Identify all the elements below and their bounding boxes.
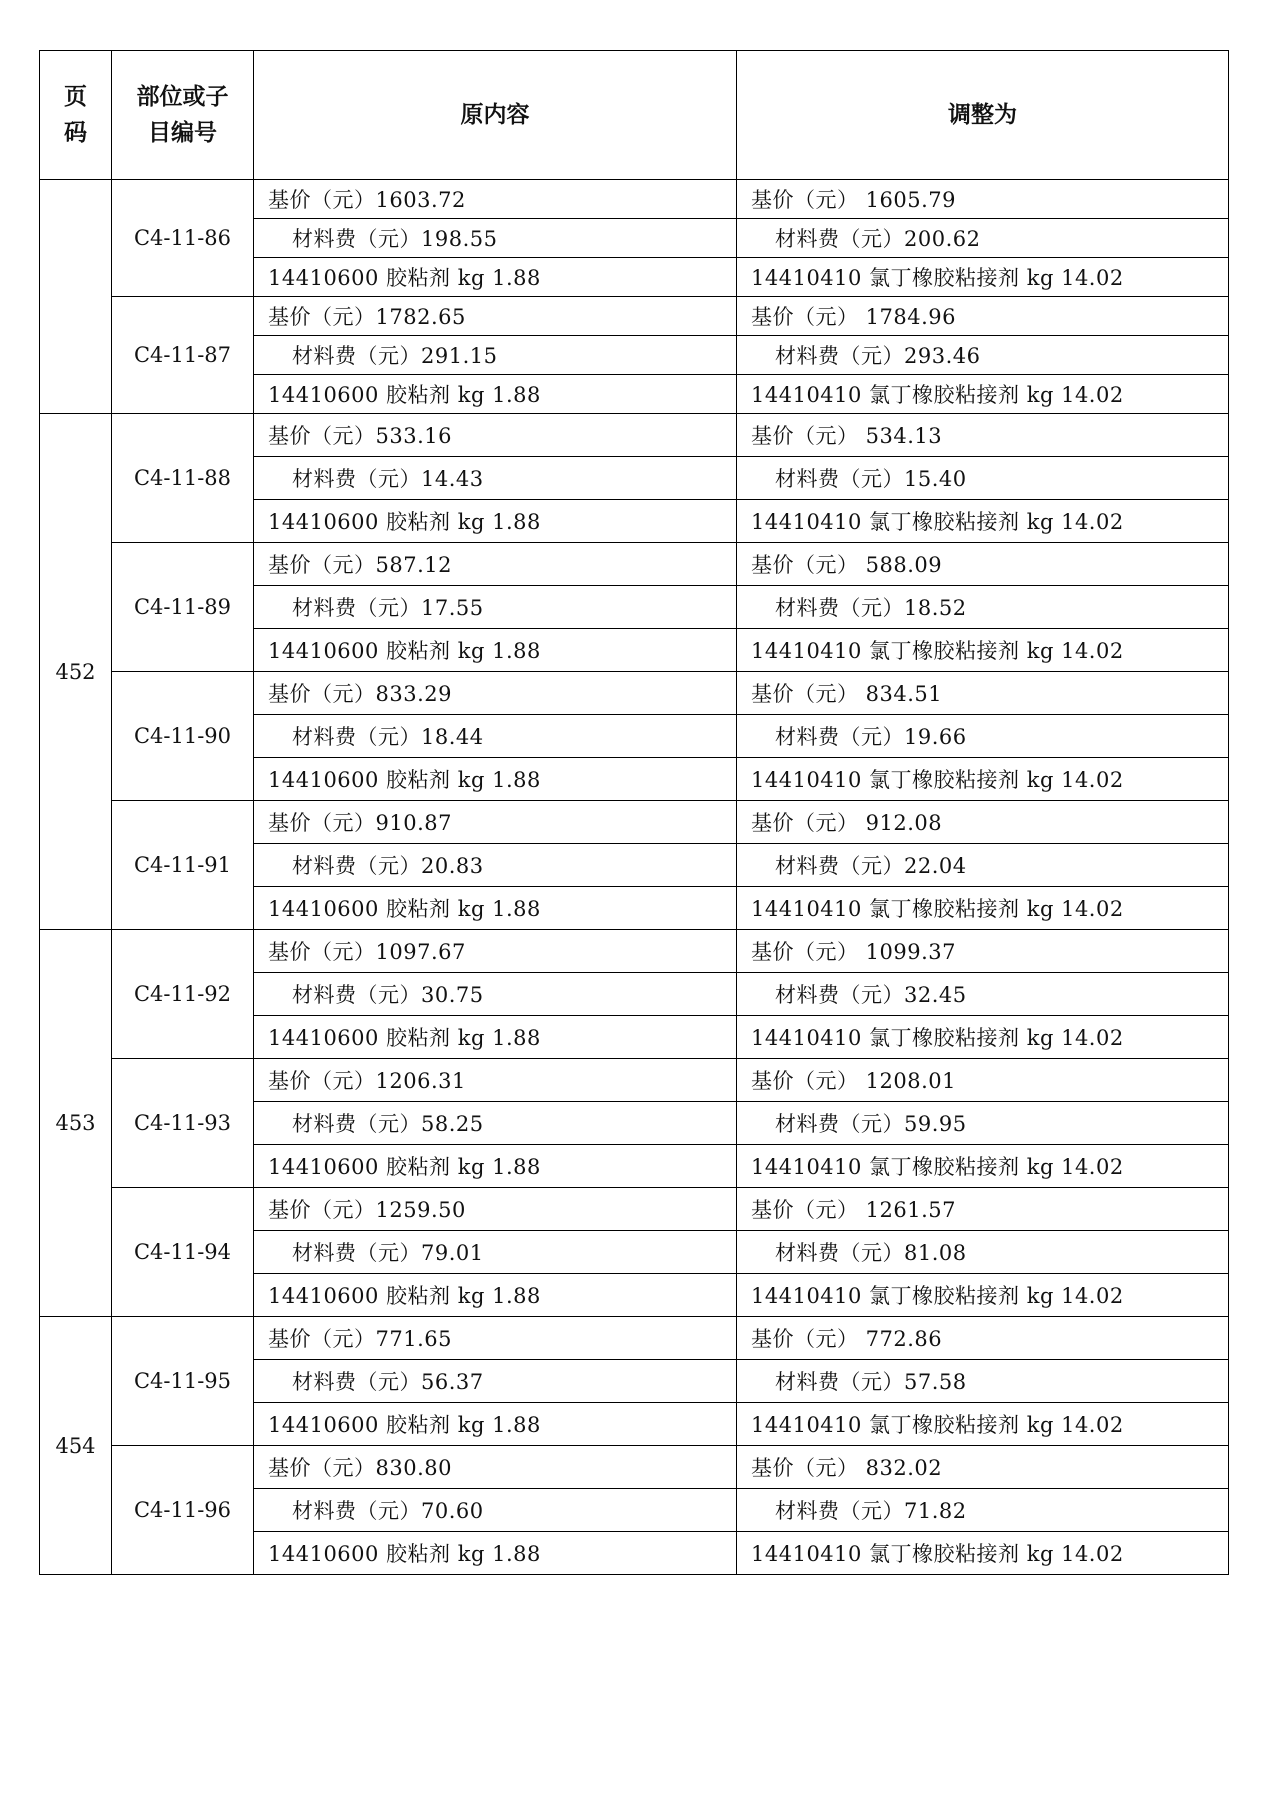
- table-body: [40, 180, 1229, 1575]
- adjusted-text: 材料费（元）293.46: [775, 344, 981, 368]
- adjusted-text: 14410410 氯丁橡胶粘接剂 kg 14.02: [751, 1026, 1124, 1050]
- original-text: 材料费（元）58.25: [292, 1112, 484, 1136]
- adjusted-material-cost: [737, 844, 1229, 887]
- adjusted-material-cost: [737, 1360, 1229, 1403]
- adjusted-base-price: [737, 180, 1229, 219]
- adjusted-base-price: [737, 1317, 1229, 1360]
- page-number-cell: 453: [40, 930, 112, 1317]
- adjusted-text: 材料费（元）19.66: [775, 725, 967, 749]
- original-text: 材料费（元）198.55: [292, 227, 498, 251]
- adjusted-text: 14410410 氯丁橡胶粘接剂 kg 14.02: [751, 1284, 1124, 1308]
- adjusted-text: 基价（元） 1605.79: [751, 188, 957, 212]
- adjusted-text: 材料费（元）32.45: [775, 983, 967, 1007]
- original-material-cost: [254, 973, 737, 1016]
- item-code-cell: C4-11-89: [112, 543, 254, 672]
- page-number-cell: [40, 180, 112, 414]
- original-material-line: [254, 375, 737, 414]
- item-code-cell: C4-11-93: [112, 1059, 254, 1188]
- original-text: 14410600 胶粘剂 kg 1.88: [268, 768, 541, 792]
- adjusted-text: 14410410 氯丁橡胶粘接剂 kg 14.02: [751, 1413, 1124, 1437]
- adjusted-text: 基价（元） 832.02: [751, 1456, 943, 1480]
- original-text: 14410600 胶粘剂 kg 1.88: [268, 1155, 541, 1179]
- adjusted-base-price: [737, 297, 1229, 336]
- original-text: 14410600 胶粘剂 kg 1.88: [268, 1284, 541, 1308]
- adjusted-text: 基价（元） 1261.57: [751, 1198, 957, 1222]
- original-material-cost: [254, 1102, 737, 1145]
- adjusted-text: 14410410 氯丁橡胶粘接剂 kg 14.02: [751, 510, 1124, 534]
- item-code-cell: C4-11-94: [112, 1188, 254, 1317]
- adjusted-material-line: [737, 1403, 1229, 1446]
- original-text: 14410600 胶粘剂 kg 1.88: [268, 383, 541, 407]
- original-text: 14410600 胶粘剂 kg 1.88: [268, 1542, 541, 1566]
- item-code-cell: C4-11-90: [112, 672, 254, 801]
- adjusted-material-cost: [737, 586, 1229, 629]
- adjusted-text: 基价（元） 1208.01: [751, 1069, 957, 1093]
- original-material-cost: [254, 1231, 737, 1274]
- original-text: 材料费（元）20.83: [292, 854, 484, 878]
- adjusted-text: 14410410 氯丁橡胶粘接剂 kg 14.02: [751, 1542, 1124, 1566]
- adjusted-material-cost: [737, 1489, 1229, 1532]
- original-text: 基价（元）1259.50: [268, 1198, 466, 1222]
- original-material-line: [254, 1274, 737, 1317]
- table-row: [40, 1317, 1229, 1360]
- original-text: 材料费（元）56.37: [292, 1370, 484, 1394]
- adjusted-text: 14410410 氯丁橡胶粘接剂 kg 14.02: [751, 266, 1124, 290]
- original-base-price: [254, 1059, 737, 1102]
- adjusted-text: 基价（元） 834.51: [751, 682, 943, 706]
- original-material-line: [254, 258, 737, 297]
- original-material-cost: [254, 219, 737, 258]
- adjusted-text: 材料费（元）59.95: [775, 1112, 967, 1136]
- original-text: 基价（元）771.65: [268, 1327, 452, 1351]
- original-text: 材料费（元）17.55: [292, 596, 484, 620]
- original-base-price: [254, 672, 737, 715]
- original-text: 14410600 胶粘剂 kg 1.88: [268, 897, 541, 921]
- original-material-cost: [254, 844, 737, 887]
- adjusted-material-line: [737, 1016, 1229, 1059]
- adjusted-base-price: [737, 414, 1229, 457]
- original-material-cost: [254, 715, 737, 758]
- page-number-cell: 454: [40, 1317, 112, 1575]
- item-code-cell: C4-11-92: [112, 930, 254, 1059]
- original-text: 基价（元）1603.72: [268, 188, 466, 212]
- item-code-cell: C4-11-86: [112, 180, 254, 297]
- adjusted-material-line: [737, 887, 1229, 930]
- table-row: [40, 414, 1229, 457]
- adjusted-material-cost: [737, 715, 1229, 758]
- original-text: 基价（元）587.12: [268, 553, 452, 577]
- original-text: 材料费（元）14.43: [292, 467, 484, 491]
- original-material-line: [254, 887, 737, 930]
- original-text: 基价（元）533.16: [268, 424, 452, 448]
- adjusted-material-cost: [737, 457, 1229, 500]
- page-number-cell: 452: [40, 414, 112, 930]
- adjusted-material-line: [737, 1274, 1229, 1317]
- adjusted-text: 14410410 氯丁橡胶粘接剂 kg 14.02: [751, 1155, 1124, 1179]
- adjusted-text: 基价（元） 1784.96: [751, 305, 957, 329]
- adjusted-material-line: [737, 758, 1229, 801]
- adjusted-base-price: [737, 930, 1229, 973]
- table-row: [40, 672, 1229, 715]
- original-base-price: [254, 297, 737, 336]
- original-material-cost: [254, 336, 737, 375]
- original-text: 材料费（元）79.01: [292, 1241, 484, 1265]
- original-text: 基价（元）1097.67: [268, 940, 466, 964]
- original-text: 14410600 胶粘剂 kg 1.88: [268, 266, 541, 290]
- adjusted-text: 14410410 氯丁橡胶粘接剂 kg 14.02: [751, 897, 1124, 921]
- table-row: [40, 297, 1229, 336]
- original-base-price: [254, 1446, 737, 1489]
- adjusted-text: 材料费（元）57.58: [775, 1370, 967, 1394]
- item-code-cell: C4-11-87: [112, 297, 254, 414]
- original-material-cost: [254, 457, 737, 500]
- original-material-line: [254, 629, 737, 672]
- adjusted-text: 14410410 氯丁橡胶粘接剂 kg 14.02: [751, 768, 1124, 792]
- adjusted-base-price: [737, 1446, 1229, 1489]
- adjusted-base-price: [737, 1188, 1229, 1231]
- adjusted-text: 基价（元） 772.86: [751, 1327, 943, 1351]
- header-original: 原内容: [254, 51, 737, 180]
- adjusted-text: 基价（元） 912.08: [751, 811, 943, 835]
- adjusted-material-cost: [737, 1102, 1229, 1145]
- adjusted-text: 材料费（元）18.52: [775, 596, 967, 620]
- original-text: 材料费（元）30.75: [292, 983, 484, 1007]
- original-base-price: [254, 543, 737, 586]
- original-material-line: [254, 1145, 737, 1188]
- table-row: [40, 801, 1229, 844]
- table-row: [40, 180, 1229, 219]
- adjusted-material-line: [737, 1532, 1229, 1575]
- original-material-line: [254, 1532, 737, 1575]
- adjusted-material-cost: [737, 219, 1229, 258]
- adjusted-material-cost: [737, 973, 1229, 1016]
- original-text: 材料费（元）291.15: [292, 344, 498, 368]
- original-material-cost: [254, 1360, 737, 1403]
- adjusted-material-line: [737, 629, 1229, 672]
- table-row: [40, 930, 1229, 973]
- adjusted-base-price: [737, 672, 1229, 715]
- original-base-price: [254, 930, 737, 973]
- adjusted-text: 基价（元） 588.09: [751, 553, 943, 577]
- adjusted-material-cost: [737, 1231, 1229, 1274]
- adjusted-text: 基价（元） 1099.37: [751, 940, 957, 964]
- original-text: 材料费（元）70.60: [292, 1499, 484, 1523]
- adjusted-text: 14410410 氯丁橡胶粘接剂 kg 14.02: [751, 383, 1124, 407]
- original-text: 14410600 胶粘剂 kg 1.88: [268, 1026, 541, 1050]
- original-text: 基价（元）833.29: [268, 682, 452, 706]
- adjusted-text: 材料费（元）71.82: [775, 1499, 967, 1523]
- adjusted-material-line: [737, 375, 1229, 414]
- original-text: 基价（元）830.80: [268, 1456, 452, 1480]
- original-material-line: [254, 1403, 737, 1446]
- item-code-cell: C4-11-95: [112, 1317, 254, 1446]
- header-adjusted: 调整为: [737, 51, 1229, 180]
- original-base-price: [254, 1317, 737, 1360]
- adjusted-material-cost: [737, 336, 1229, 375]
- original-text: 14410600 胶粘剂 kg 1.88: [268, 1413, 541, 1437]
- original-text: 14410600 胶粘剂 kg 1.88: [268, 639, 541, 663]
- original-base-price: [254, 801, 737, 844]
- original-base-price: [254, 180, 737, 219]
- header-item: 部位或子目编号: [112, 51, 254, 180]
- adjusted-text: 材料费（元）22.04: [775, 854, 967, 878]
- adjusted-text: 材料费（元）200.62: [775, 227, 981, 251]
- original-material-line: [254, 758, 737, 801]
- header-row: [40, 51, 1229, 180]
- original-material-line: [254, 1016, 737, 1059]
- adjusted-material-line: [737, 1145, 1229, 1188]
- adjusted-base-price: [737, 1059, 1229, 1102]
- original-text: 基价（元）910.87: [268, 811, 452, 835]
- original-base-price: [254, 1188, 737, 1231]
- table-row: [40, 543, 1229, 586]
- adjusted-text: 基价（元） 534.13: [751, 424, 943, 448]
- original-text: 基价（元）1782.65: [268, 305, 466, 329]
- adjusted-text: 材料费（元）15.40: [775, 467, 967, 491]
- original-material-cost: [254, 586, 737, 629]
- original-material-line: [254, 500, 737, 543]
- header-page: 页码: [40, 51, 112, 180]
- original-text: 14410600 胶粘剂 kg 1.88: [268, 510, 541, 534]
- item-code-cell: C4-11-88: [112, 414, 254, 543]
- adjusted-text: 材料费（元）81.08: [775, 1241, 967, 1265]
- adjusted-text: 14410410 氯丁橡胶粘接剂 kg 14.02: [751, 639, 1124, 663]
- item-code-cell: C4-11-91: [112, 801, 254, 930]
- adjustment-table: [39, 50, 1229, 1575]
- adjusted-base-price: [737, 543, 1229, 586]
- adjusted-material-line: [737, 500, 1229, 543]
- original-text: 材料费（元）18.44: [292, 725, 484, 749]
- original-text: 基价（元）1206.31: [268, 1069, 466, 1093]
- adjusted-material-line: [737, 258, 1229, 297]
- original-base-price: [254, 414, 737, 457]
- table-row: [40, 1059, 1229, 1102]
- table-row: [40, 1188, 1229, 1231]
- adjusted-base-price: [737, 801, 1229, 844]
- original-material-cost: [254, 1489, 737, 1532]
- item-code-cell: C4-11-96: [112, 1446, 254, 1575]
- table-row: [40, 1446, 1229, 1489]
